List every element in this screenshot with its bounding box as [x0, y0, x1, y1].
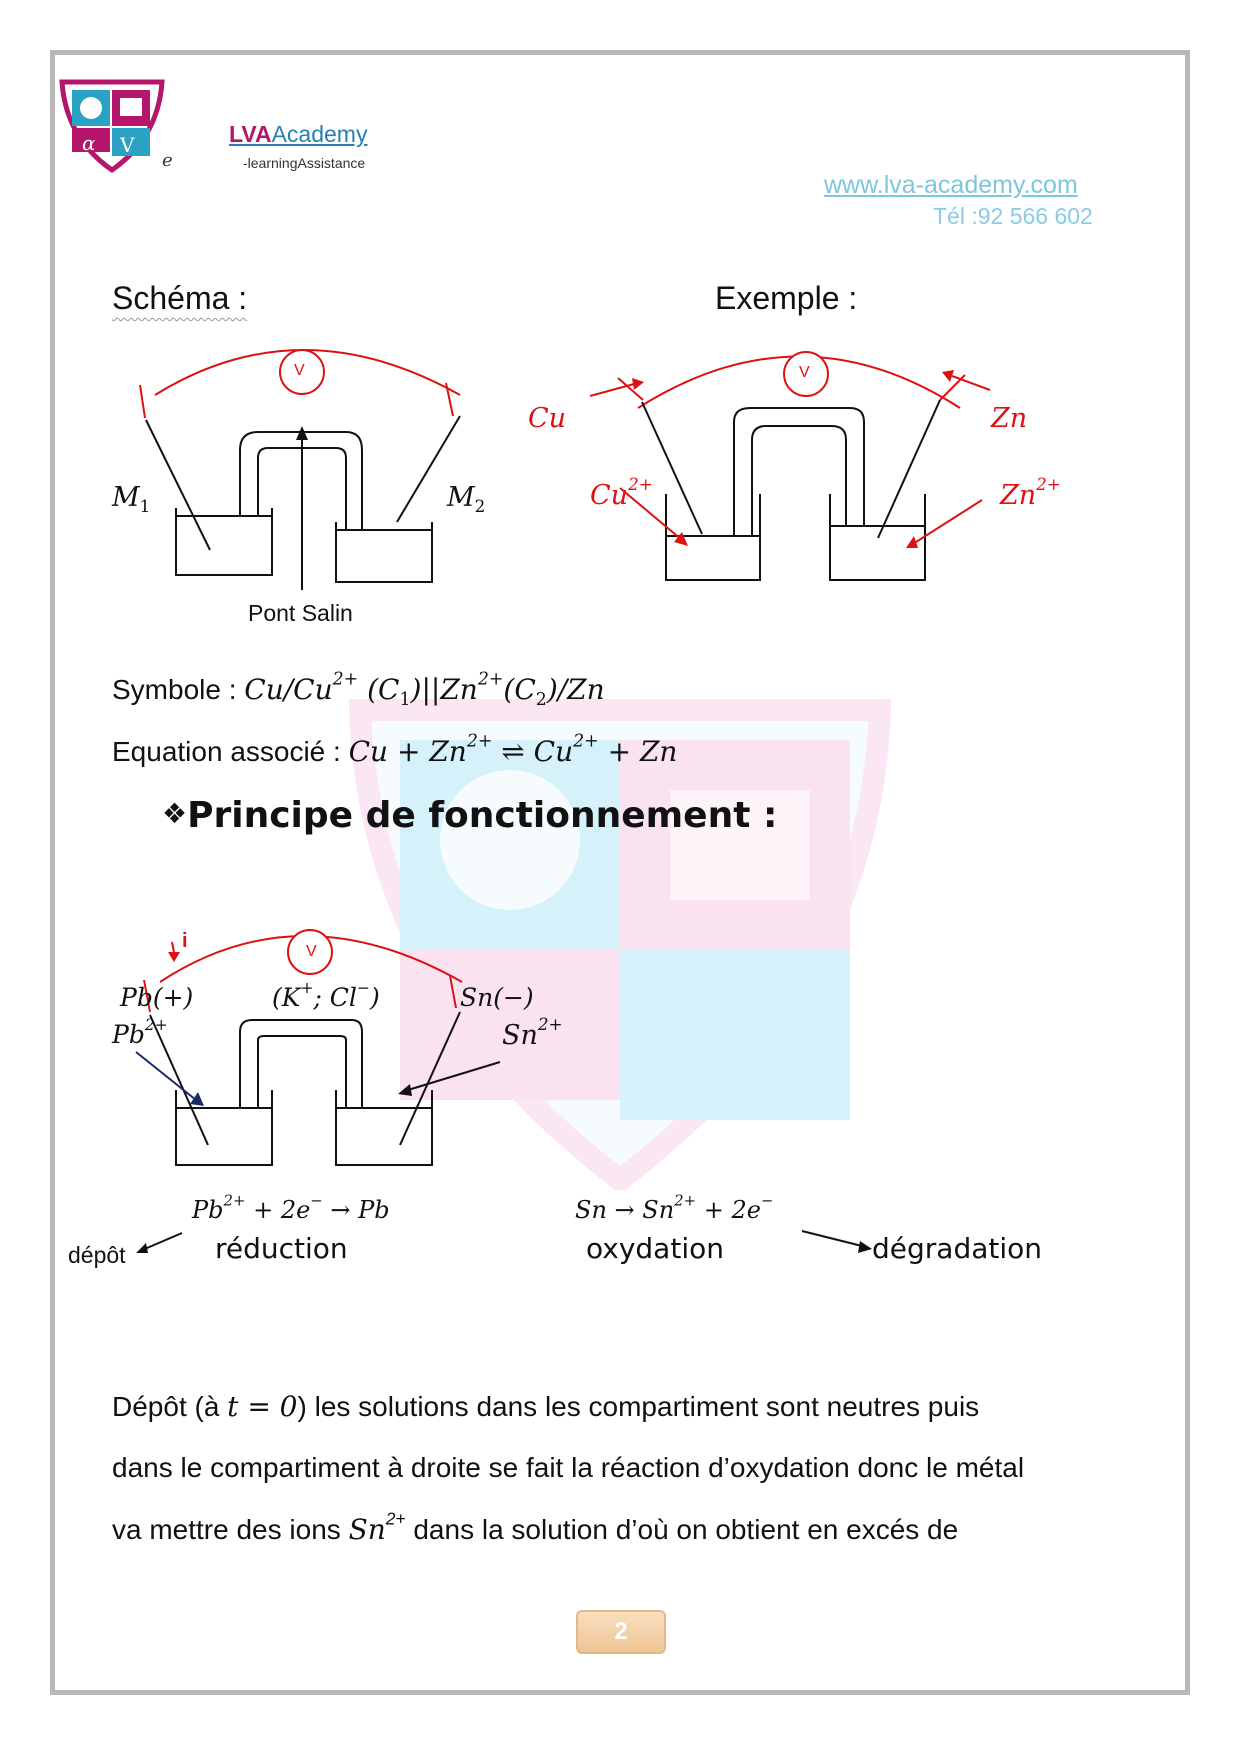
depot-label: dépôt [68, 1242, 126, 1268]
logo-letter: e [162, 150, 173, 171]
pb-ion-label: $Pb^{2+}$ [112, 1015, 168, 1049]
salt-bridge-label: Pont Salin [248, 600, 353, 626]
bullet-icon: ❖ [162, 797, 188, 830]
paragraph-line-1: Dépôt (à t = 0) les solutions dans les compartiment sont neutres puis [112, 1390, 980, 1423]
page-number: 2 [576, 1610, 666, 1654]
schema-title: Schéma : [112, 280, 248, 316]
paragraph-line-2: dans le compartiment à droite se fait la réaction d’oxydation donc le métal [112, 1452, 1025, 1483]
svg-text:V: V [120, 133, 135, 157]
pb-sn-voltmeter-label: V [306, 943, 317, 960]
example-voltmeter-label: V [799, 364, 810, 381]
section-heading: ❖Principe de fonctionnement : [162, 795, 778, 836]
example-cu-ion-label: $Cu^{2+}$ [590, 473, 653, 511]
example-zn-label: Zn [991, 403, 1028, 434]
example-cu-label: Cu [528, 403, 567, 434]
brand-academy: Academy [271, 121, 368, 147]
academy-shield-logo [58, 78, 166, 174]
reaction-arrows [130, 1225, 890, 1265]
example-title: Exemple : [715, 280, 858, 316]
reduction-equation: $Pb^{2+} + 2e^- \to Pb$ [192, 1191, 390, 1224]
voltmeter-label: V [294, 362, 305, 379]
brand-lva: LVA [229, 121, 272, 147]
pb-electrode-label: Pb(+) [120, 983, 194, 1012]
oxidation-equation: $Sn \to Sn^{2+} + 2e^-$ [575, 1191, 774, 1224]
brand-subtitle: -learningAssistance [243, 155, 366, 171]
website-link[interactable]: www.lva-academy.com [824, 171, 1078, 199]
electrode-m1-label: $M_1$ [112, 482, 151, 516]
degradation-label: dégradation [872, 1232, 1043, 1265]
oxidation-label: oxydation [586, 1232, 724, 1265]
brand-name [229, 121, 367, 148]
svg-text:α: α [82, 131, 96, 155]
electrode-m2-label: $M_2$ [447, 482, 486, 516]
example-zn-ion-label: $Zn^{2+}$ [1000, 473, 1061, 511]
phone-number: Tél :92 566 602 [933, 203, 1093, 229]
paragraph-line-3: va mettre des ions $Sn^{2+}$ dans la solution d’où on obtient en excés de [112, 1508, 959, 1546]
salt-bridge-ions-label: (K+; Cl−) [272, 978, 380, 1012]
reduction-label: réduction [215, 1232, 348, 1265]
sn-ion-label: $Sn^{2+}$ [502, 1013, 563, 1051]
current-label: i [182, 930, 188, 952]
sn-electrode-label: Sn(−) [460, 983, 534, 1012]
cell-symbol-line: Symbole : $Cu/Cu^{2+}$ $(C_1)||Zn^{2+}(C_2)/Zn$ [112, 669, 605, 711]
cell-equation-line: Equation associé : $Cu + Zn^{2+}$ ⇌ $Cu^{2+} + Zn$ [112, 731, 678, 768]
